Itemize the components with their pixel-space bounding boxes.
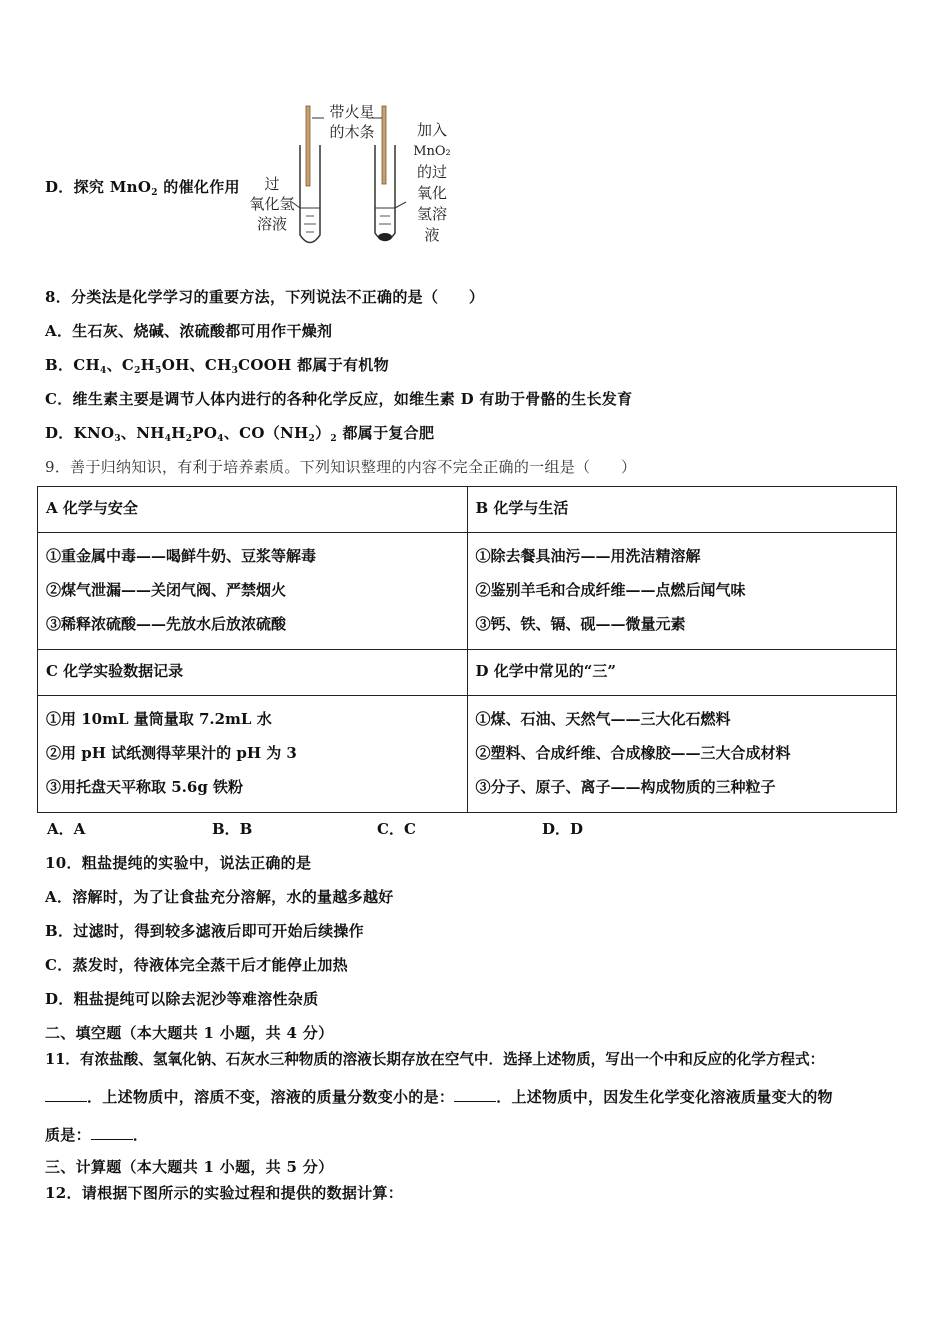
table-item: ①煤、石油、天然气——三大化石燃料	[475, 710, 731, 728]
table-item: ③稀释浓硫酸——先放水后放浓硫酸	[46, 615, 287, 633]
q10-option-a: A．溶解时，为了让食盐充分溶解，水的量越多越好	[45, 888, 394, 906]
table-item: ③钙、铁、镉、砚——微量元素	[475, 615, 686, 633]
q9-stem: 9．善于归纳知识，有利于培养素质。下列知识整理的内容不完全正确的一组是（ ）	[45, 458, 637, 476]
table-item: ②用 pH 试纸测得苹果汁的 pH 为 3	[46, 744, 297, 762]
table-cell-d	[467, 696, 897, 813]
q11-line-3: 质是： ．	[45, 1126, 149, 1144]
table-item: ③分子、原子、离子——构成物质的三种粒子	[475, 778, 776, 796]
q9-option-d: D．D	[542, 820, 584, 838]
table-item: ①用 10mL 量筒量取 7.2mL 水	[46, 710, 272, 728]
q8-option-b: B．$CH_4$、$C_2H_5OH$、$CH_3COOH$ 都属于有机物	[45, 356, 389, 376]
answer-blank[interactable]	[91, 1127, 133, 1140]
table-item: ②鉴别羊毛和合成纤维——点燃后闻气味	[475, 581, 746, 599]
section-3-heading: 三、计算题（本大题共 1 小题，共 5 分）	[45, 1158, 334, 1176]
knowledge-table	[37, 486, 897, 813]
q7-option-d: D．探究 MnO$_2$ 的催化作用	[45, 178, 240, 198]
table-item: ①重金属中毒——喝鲜牛奶、豆浆等解毒	[46, 547, 317, 565]
table-head-c: C 化学实验数据记录	[38, 650, 468, 696]
q12-stem: 12．请根据下图所示的实验过程和提供的数据计算：	[45, 1184, 404, 1202]
q10-option-d: D．粗盐提纯可以除去泥沙等难溶性杂质	[45, 990, 319, 1008]
figure-label-splint: 带火星 的木条	[329, 103, 375, 141]
q10-option-c: C．蒸发时，待液体完全蒸干后才能停止加热	[45, 956, 348, 974]
answer-blank[interactable]	[45, 1089, 87, 1102]
table-head-b: B 化学与生活	[467, 487, 897, 533]
table-cell-b	[467, 533, 897, 650]
q11-line-1: 11．有浓盐酸、氢氧化钠、石灰水三种物质的溶液长期存放在空气中．选择上述物质，写出一个中和反应的化学方程式：	[45, 1051, 825, 1068]
q8-option-a: A．生石灰、烧碱、浓硫酸都可用作干燥剂	[45, 322, 333, 340]
catalysis-figure	[240, 100, 470, 260]
table-head-a: A 化学与安全	[38, 487, 468, 533]
q9-option-a: A．A	[47, 820, 86, 838]
q10-stem: 10．粗盐提纯的实验中，说法正确的是	[45, 854, 312, 872]
q8-option-d: D．$KNO_3$、$NH_4H_2PO_4$、$CO(NH_2)_2$ 都属于复合肥	[45, 424, 435, 444]
answer-blank[interactable]	[454, 1089, 496, 1102]
figure-label-left: 过 氧化氢 溶液	[249, 175, 295, 233]
table-head-d: D 化学中常见的“三”	[467, 650, 897, 696]
q8-stem: 8．分类法是化学学习的重要方法，下列说法不正确的是（ ）	[45, 288, 485, 306]
table-item: ③用托盘天平称取 5.6g 铁粉	[46, 778, 244, 796]
table-item: ②煤气泄漏——关闭气阀、严禁烟火	[46, 581, 287, 599]
q9-option-b: B．B	[212, 820, 253, 838]
table-cell-c	[38, 696, 468, 813]
q8-option-c: C．维生素主要是调节人体内进行的各种化学反应，如维生素 D 有助于骨骼的生长发育	[45, 390, 633, 408]
table-cell-a	[38, 533, 468, 650]
table-item: ②塑料、合成纤维、合成橡胶——三大合成材料	[475, 744, 791, 762]
section-2-heading: 二、填空题（本大题共 1 小题，共 4 分）	[45, 1024, 334, 1042]
table-item: ①除去餐具油污——用洗洁精溶解	[475, 547, 701, 565]
q10-option-b: B．过滤时，得到较多滤液后即可开始后续操作	[45, 922, 364, 940]
figure-label-right: 加入 MnO₂ 的过 氧化 氢溶 液	[413, 121, 451, 244]
q11-line-2: ．上述物质中，溶质不变，溶液的质量分数变小的是： ．上述物质中，因发生化学变化溶液质量变大的物	[45, 1086, 833, 1107]
q9-option-c: C．C	[377, 820, 416, 838]
